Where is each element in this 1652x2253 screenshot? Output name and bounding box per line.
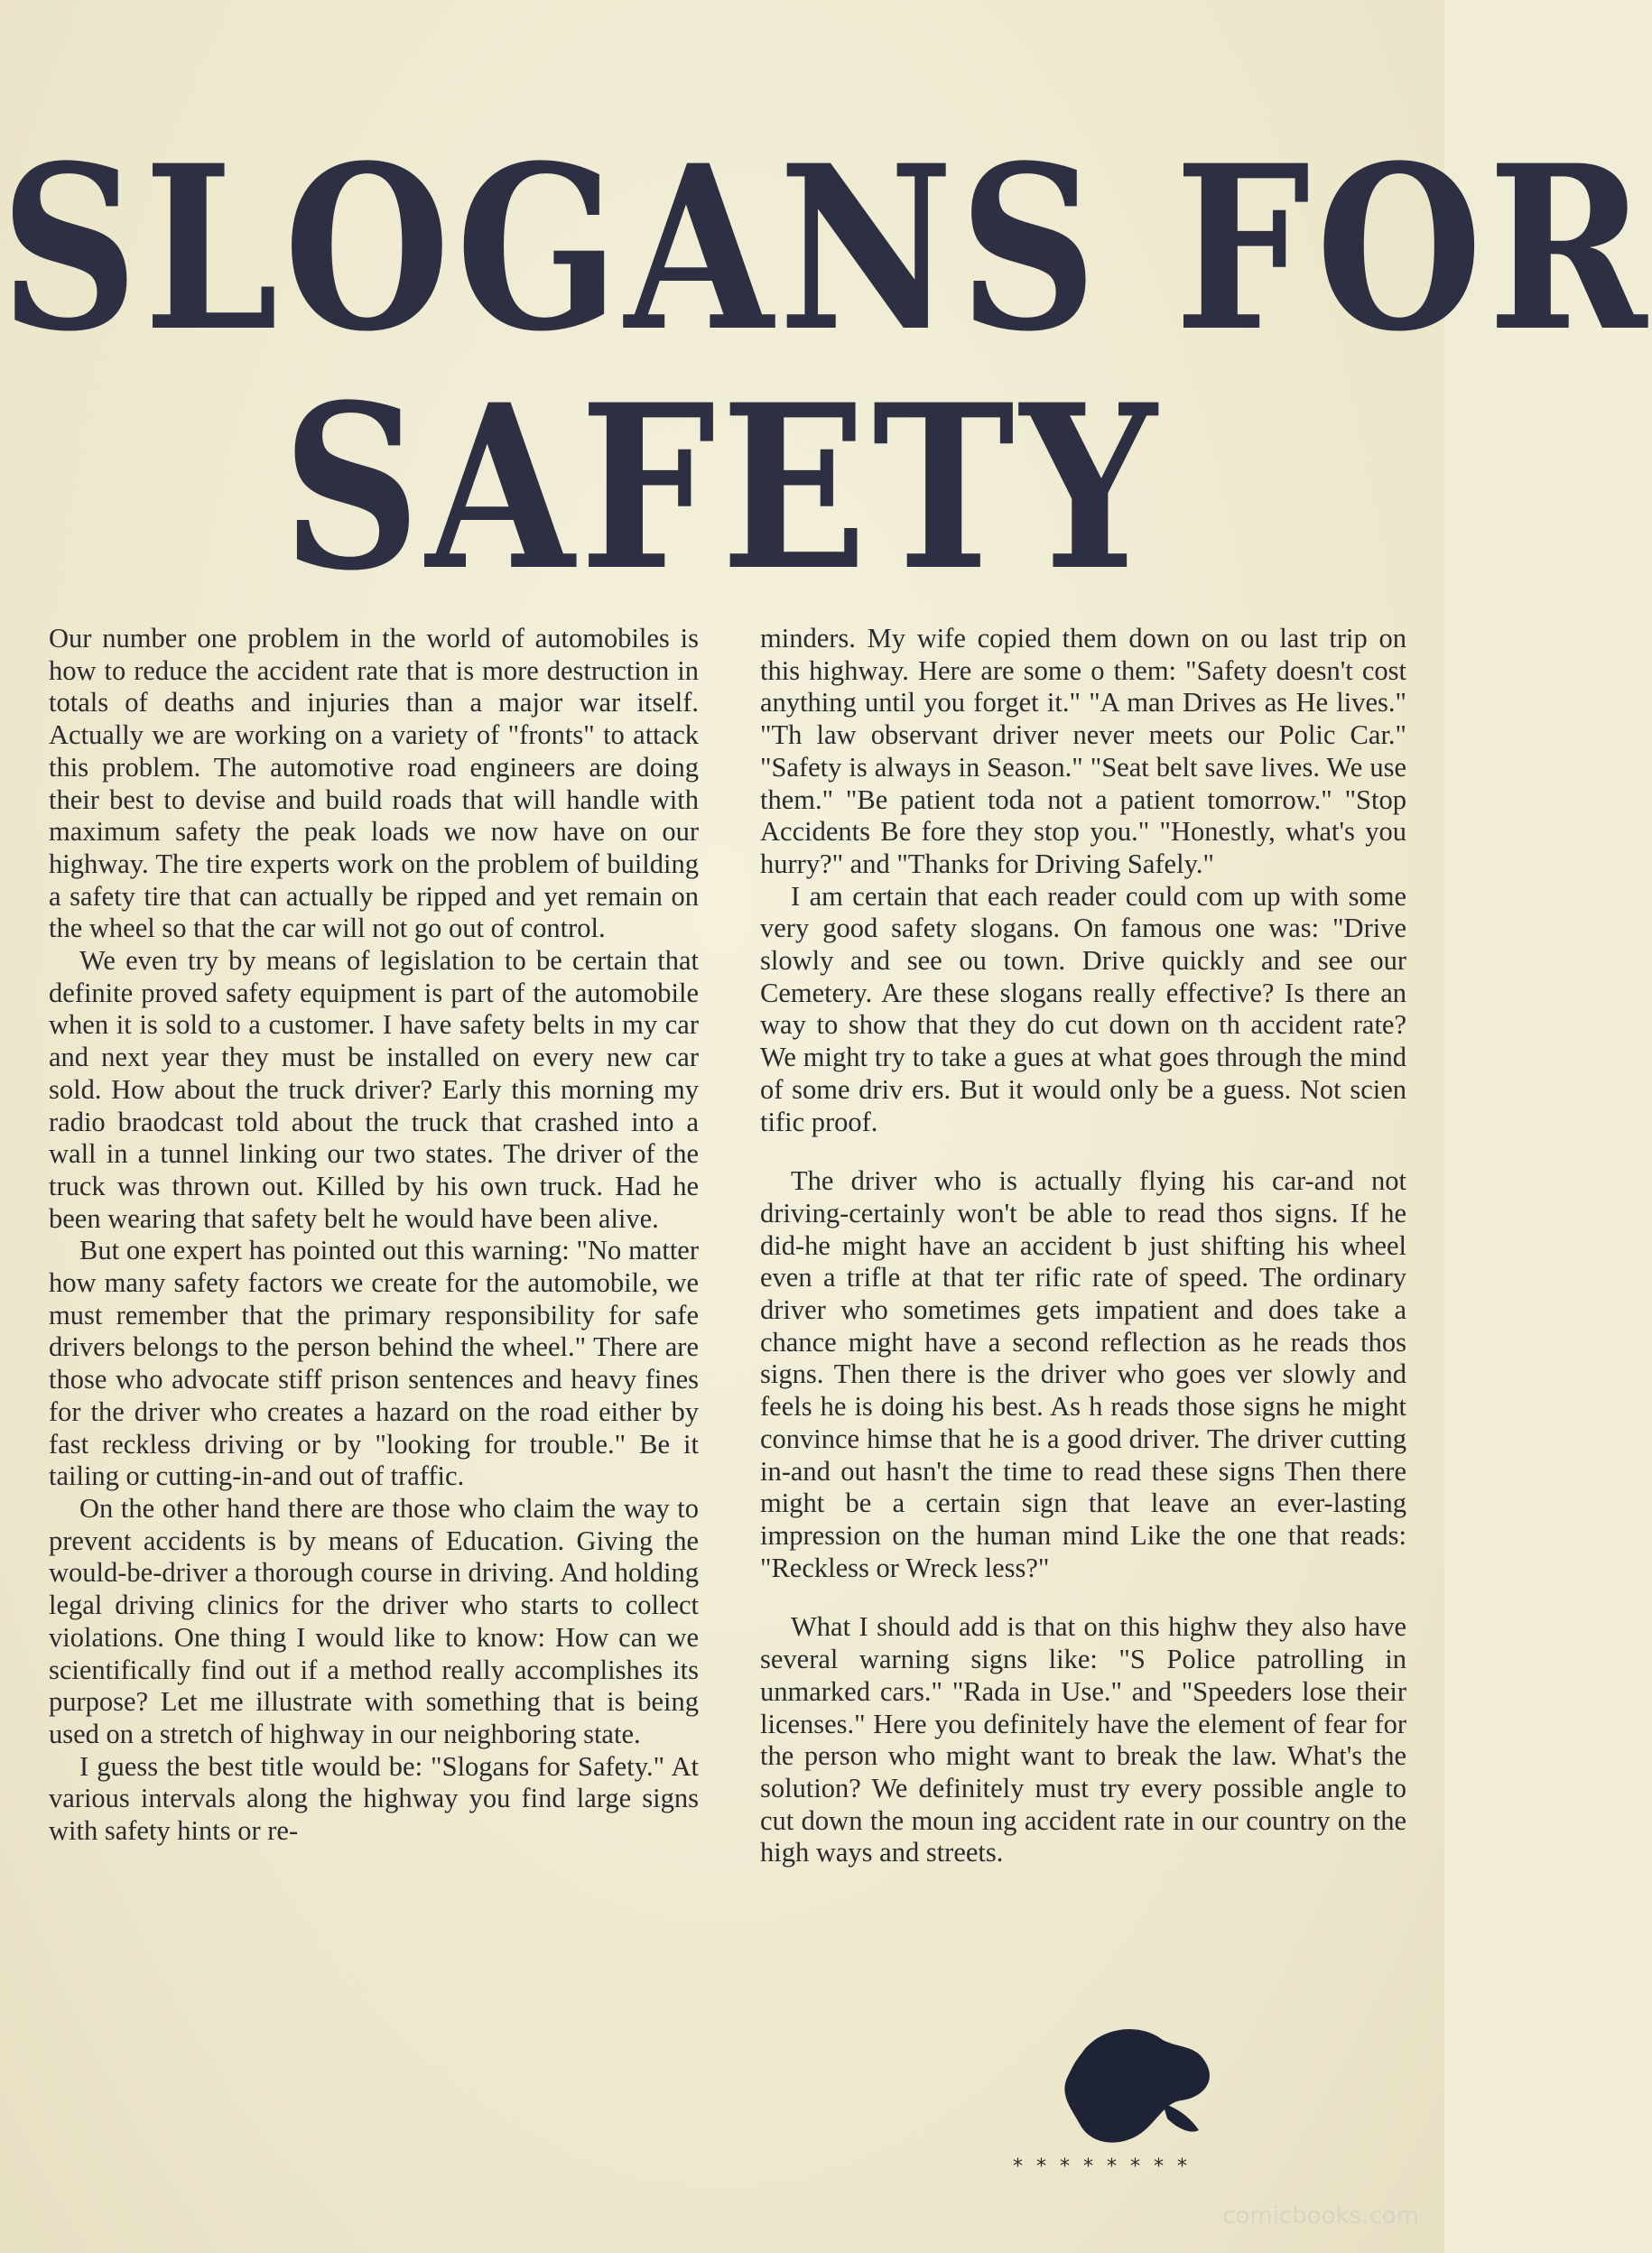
ink-blot-stain	[1054, 2017, 1217, 2148]
left-paragraph-5: I guess the best title would be: "Slogans for Safety." At various intervals along the highway you find large signs with safety hints or re-	[49, 1750, 699, 1847]
article-right-column	[760, 623, 1406, 2139]
left-paragraph-1: Our number one problem in the world of automobiles is how to reduce the accident rate that is more destruction in totals of deaths and injuries than a major war itself. Actually we are working on a variety of "fronts" to attack this problem. The automotive road engineers are doing their best to devise and build roads that will handle with maximum safety the peak loads we now have on our highway. The tire experts work on the problem of building a safety tire that can actually be ripped and yet remain on the wheel so that the car will not go out of control.	[49, 623, 699, 944]
page-title-line-1: SLOGANS FOR	[0, 116, 1652, 382]
left-paragraph-3: But one expert has pointed out this warning: "No matter how many safety factors we create for the automobile, we must remember that the primary responsibility for safe drivers belongs to the person behind the wheel." There are those who advocate stiff prison sentences and heavy fines for the driver who creates a hazard on the road either by fast reckless driving or by "looking for trouble." Be it tailing or cutting-in-and out of traffic.	[49, 1235, 699, 1492]
end-of-article-stars: * * * * * * * *	[1013, 2156, 1191, 2178]
right-paragraph-2: I am certain that each reader could com up with some very good safety slogans. On famous one was: "Drive slowly and see ou town. Drive quickly and see our Cemetery. Are these slogans really effective? Is there an way to show that they do cut down on th accident rate? We might try to take a gues at what goes through the mind of some driv ers. But it would only be a guess. Not scien tific proof.	[760, 880, 1406, 1137]
right-paragraph-4: What I should add is that on this highw they also have several warning signs like: "S Police patrolling in unmarked cars." "Rada in Use." and "Speeders lose their licenses." Here you definitely have the element of fear for the person who might want to break the law. What's the solution? We definitely must try every possible angle to cut down the moun ing accident rate in our country on the high ways and streets.	[760, 1611, 1406, 1868]
site-watermark: comicbooks.com	[1222, 2202, 1419, 2230]
right-paragraph-1: minders. My wife copied them down on ou last trip on this highway. Here are some o them: "Safety doesn't cost anything until you forget it." "A man Drives as He lives." "Th law observant driver never meets our Polic Car." "Safety is always in Season." "Seat belt save lives. We use them." "Be patient toda not a patient tomorrow." "Stop Accidents Be fore they stop you." "Honestly, what's you hurry?" and "Thanks for Driving Safely."	[760, 623, 1406, 879]
left-paragraph-2: We even try by means of legislation to be certain that definite proved safety equipment is part of the automobile when it is sold to a customer. I have safety belts in my car and next year they must be installed on every new car sold. How about the truck driver? Early this morning my radio braodcast told about the truck that crashed into a wall in a tunnel linking our two states. The driver of the truck was thrown out. Killed by his own truck. Had he been wearing that safety belt he would have been alive.	[49, 945, 699, 1234]
left-paragraph-4: On the other hand there are those who claim the way to prevent accidents is by means of Education. Giving the would-be-driver a thorough course in driving. And holding legal driving clinics for the driver who starts to collect violations. One thing I would like to know: How can we scientifically find out if a method really accomplishes its purpose? Let me illustrate with something that is being used on a stretch of highway in our neighboring state.	[49, 1492, 699, 1749]
page-title-line-2: SAFETY	[282, 355, 1163, 621]
article-left-column	[49, 623, 699, 1848]
right-paragraph-3: The driver who is actually flying his car-and not driving-certainly won't be able to read thos signs. If he did-he might have an accident b just shifting his wheel even a trifle at that ter rific rate of speed. The ordinary driver who sometimes gets impatient and does take a chance might have a second reflection as he reads thos signs. Then there is the driver who goes ver slowly and feels he is doing his best. As h reads those signs he might convince himse that he is a good driver. The driver cutting in-and out hasn't the time to read these signs Then there might be a certain sign that leave an ever-lasting impression on the human mind Like the one that reads: "Reckless or Wreck less?"	[760, 1165, 1406, 1583]
